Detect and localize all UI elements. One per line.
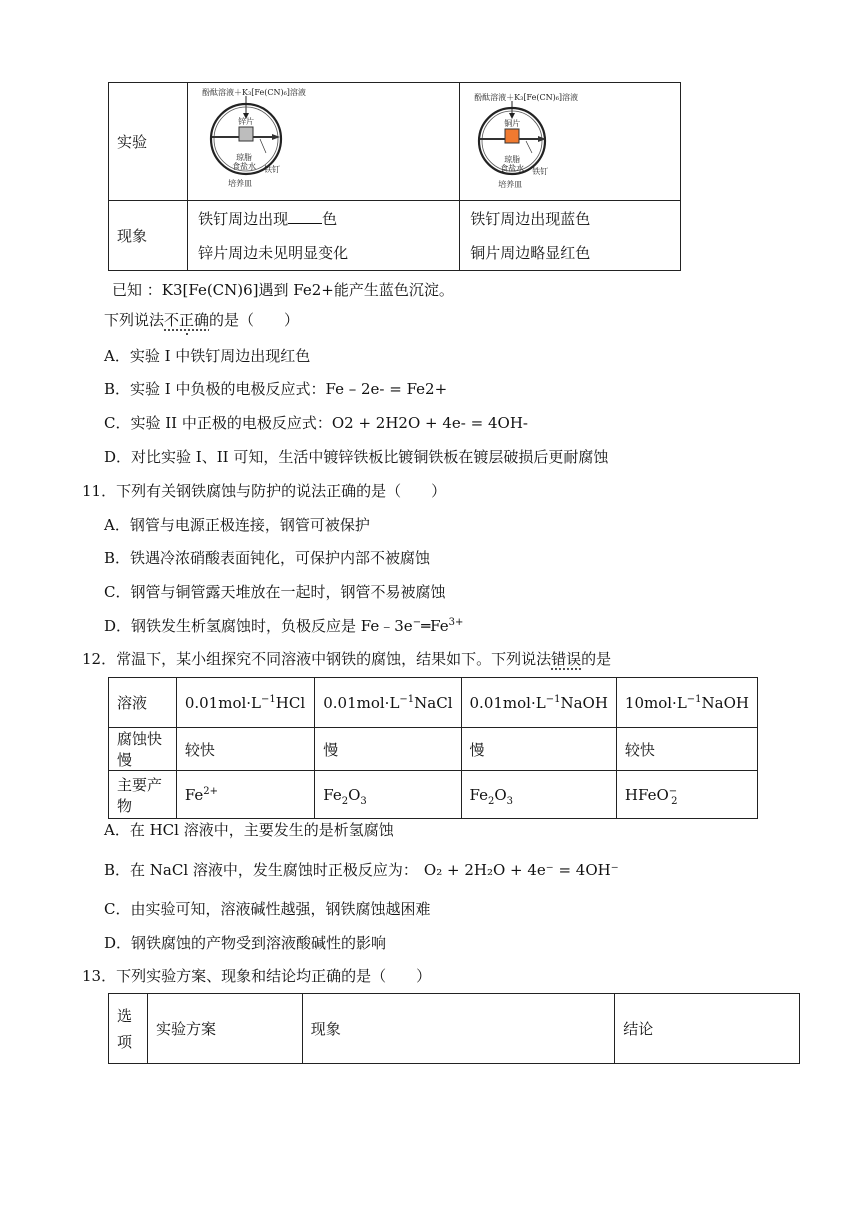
experiment-2-diagram-cell	[460, 83, 681, 201]
diagram2-agar-label: 琼脂	[504, 155, 521, 164]
row-label-product: 主要产物	[109, 771, 177, 819]
q11-option-b[interactable]: B．铁遇冷浓硝酸表面钝化，可保护内部不被腐蚀	[104, 549, 431, 567]
product-naoh-conc: HFeO−$_2$	[616, 771, 757, 819]
diagram1-nail-label: 铁钉	[264, 165, 281, 174]
q10-option-a[interactable]: A．实验 I 中铁钉周边出现红色	[104, 347, 311, 365]
speed-hcl: 较快	[176, 728, 314, 771]
speed-nacl: 慢	[315, 728, 461, 771]
row-label-experiment: 实验	[109, 83, 188, 201]
experiment-1-diagram-cell	[188, 83, 460, 201]
q10-stem-post: 的是（ ）	[209, 311, 300, 329]
q13-header-option: 选 项	[109, 994, 148, 1064]
diagram2-dish	[460, 83, 674, 200]
q11-option-d-mid: ═Fe	[421, 617, 449, 635]
product-nacl: $Fe_2O_3$	[315, 771, 461, 819]
obs1-line2: 锌片周边未见明显变化	[198, 243, 349, 262]
q12-option-b[interactable]	[104, 860, 619, 880]
header-naoh-conc: $10mol\cdot L^{-1}NaOH$	[616, 678, 757, 728]
diagram2-nail-label: 铁钉	[532, 167, 549, 176]
diagram1-agar-label: 琼脂	[236, 153, 253, 162]
product-hcl: $Fe^{2+}$	[176, 771, 314, 819]
diagram2-dish-label: 培养皿	[498, 180, 523, 189]
row-label-speed: 腐蚀快慢	[109, 728, 177, 771]
q11-option-d-sup2: 3+	[448, 617, 464, 628]
q10-stem	[104, 310, 299, 330]
q13-header-conclusion: 结论	[615, 994, 800, 1064]
experiment-table	[108, 82, 681, 271]
obs2-line2: 铜片周边略显红色	[470, 243, 591, 262]
q10-stem-emph: 不正确	[164, 311, 210, 329]
q13-stem: 13．下列实验方案、现象和结论均正确的是（ ）	[82, 967, 432, 985]
header-solution: 溶液	[109, 678, 177, 728]
q12-option-d[interactable]: D．钢铁腐蚀的产物受到溶液酸碱性的影响	[104, 934, 387, 952]
observation-2-cell	[460, 201, 681, 271]
q13-header-plan: 实验方案	[147, 994, 302, 1064]
diagram2-metal-label: 铜片	[504, 119, 521, 128]
q11-option-d-text: D．钢铁发生析氢腐蚀时，负极反应是 Fe﹣3e	[104, 617, 413, 635]
product-naoh-dilute: $Fe_2O_3$	[461, 771, 616, 819]
q12-option-a[interactable]: A．在 HCl 溶液中，主要发生的是析氢腐蚀	[104, 821, 394, 839]
obs1-line1-pre: 铁钉周边出现	[198, 209, 289, 228]
q12-option-b-text: B．在 NaCl 溶液中，发生腐蚀时正极反应为：	[104, 861, 418, 879]
obs2-line1: 铁钉周边出现蓝色	[470, 209, 591, 228]
diagram1-dish-label: 培养皿	[228, 179, 253, 188]
q11-option-c[interactable]: C．钢管与铜管露天堆放在一起时，钢管不易被腐蚀	[104, 583, 446, 601]
diagram2-top-label: 酚酞溶液＋K₃[Fe(CN)₆]溶液	[474, 93, 579, 102]
q12-stem-pre: 12．常温下，某小组探究不同溶液中钢铁的腐蚀，结果如下。下列说法	[82, 650, 552, 668]
diagram1-metal-label: 锌片	[238, 117, 255, 126]
q13-table	[108, 993, 800, 1064]
q11-option-d-sup1: −	[412, 617, 422, 628]
q10-option-d[interactable]: D．对比实验 I、II 可知，生活中镀锌铁板比镀铜铁板在镀层破损后更耐腐蚀	[104, 448, 609, 466]
q10-option-c[interactable]: C．实验 II 中正极的电极反应式：O2 + 2H2O + 4e- = 4OH-	[104, 414, 528, 432]
speed-naoh-conc: 较快	[616, 728, 757, 771]
speed-naoh-dilute: 慢	[461, 728, 616, 771]
diagram2-salt-label: 食盐水	[500, 164, 525, 173]
q11-option-a[interactable]: A．钢管与电源正极连接，钢管可被保护	[104, 516, 370, 534]
observation-1-cell	[188, 201, 460, 271]
q12-stem-emph: 错误	[551, 650, 582, 668]
corrosion-table	[108, 677, 758, 819]
q13-header-phenomenon: 现象	[302, 994, 615, 1064]
q10-stem-pre: 下列说法	[104, 311, 165, 329]
obs1-line1-post: 色	[322, 209, 338, 228]
q10-known-note: 已知 ：K3[Fe(CN)6]遇到 Fe2+能产生蓝色沉淀。	[112, 281, 454, 299]
diagram1-salt-label: 食盐水	[232, 162, 257, 171]
q11-option-d[interactable]	[104, 616, 463, 636]
diagram1-top-label: 酚酞溶液＋K₃[Fe(CN)₆]溶液	[202, 88, 306, 97]
row-label-observation: 现象	[109, 201, 188, 271]
q12-stem-post: 的是	[581, 650, 612, 668]
obs1-blank	[288, 209, 322, 224]
header-hcl: $0.01mol\cdot L^{-1}HCl$	[176, 678, 314, 728]
q12-option-c[interactable]: C．由实验可知，溶液碱性越强，钢铁腐蚀越困难	[104, 900, 431, 918]
header-naoh-dilute: $0.01mol\cdot L^{-1}NaOH$	[461, 678, 616, 728]
q12-stem	[82, 649, 611, 669]
q12-option-b-equation: O₂ + 2H₂O + 4e⁻ = 4OH⁻	[423, 861, 619, 879]
header-nacl: $0.01mol\cdot L^{-1}NaCl$	[315, 678, 461, 728]
q11-stem: 11．下列有关钢铁腐蚀与防护的说法正确的是（ ）	[82, 482, 447, 500]
q10-option-b[interactable]: B．实验 I 中负极的电极反应式：Fe – 2e- = Fe2+	[104, 380, 448, 398]
